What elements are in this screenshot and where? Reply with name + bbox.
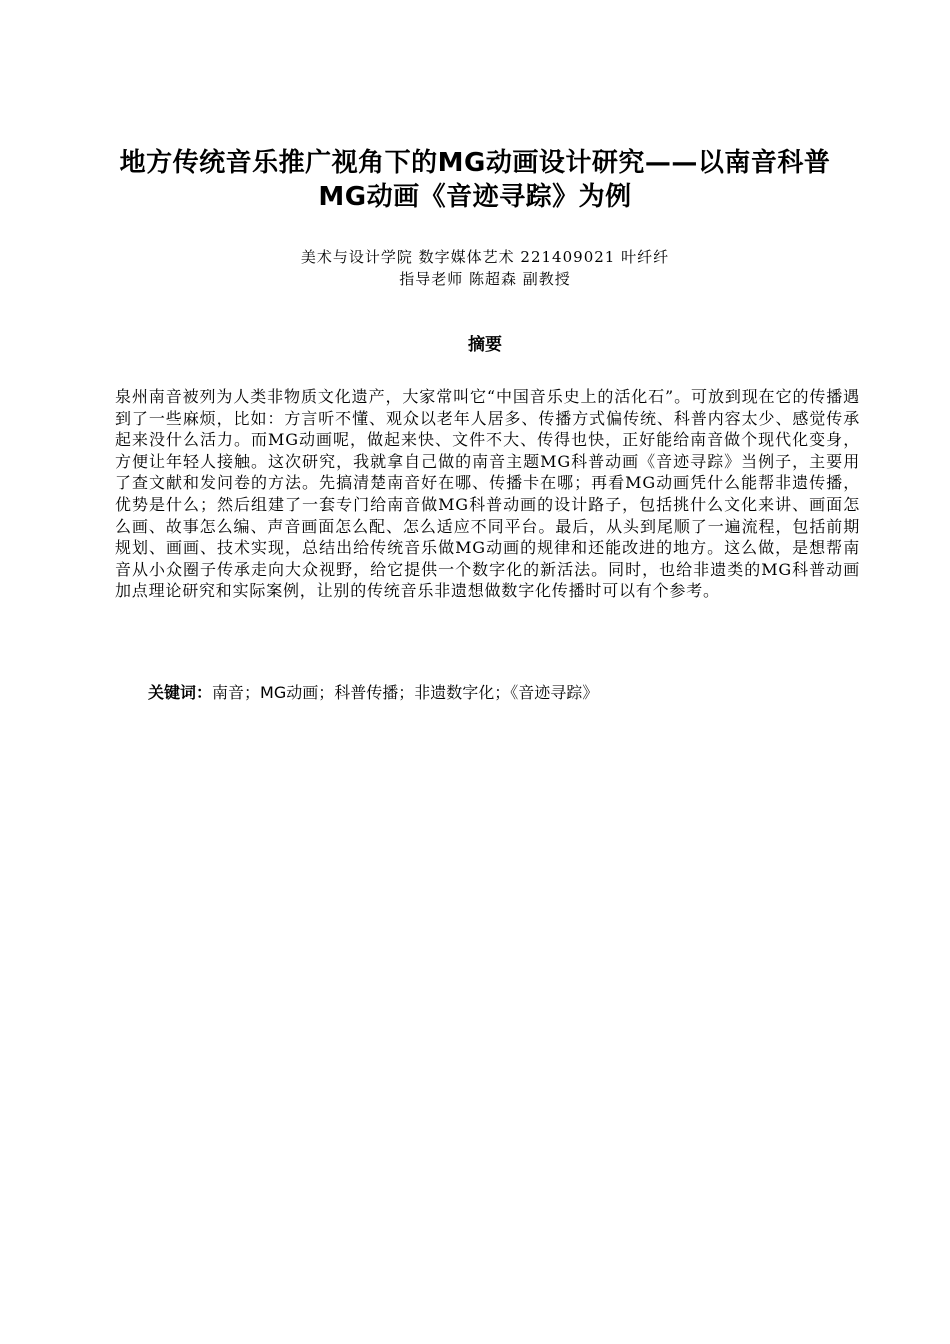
keywords-label: 关键词： xyxy=(148,683,213,702)
advisor-line: 指导老师 陈超森 副教授 xyxy=(399,270,571,288)
keywords-text: 南音；MG动画；科普传播；非遗数字化；《音迹寻踪》 xyxy=(212,683,599,702)
abstract-body: 泉州南音被列为人类非物质文化遗产，大家常叫它“中国音乐史上的活化石”。可放到现在它的传播遇到了一些麻烦，比如：方言听不懂、观众以老年人居多、传播方式偏传统、科普内容太少、感觉传承起来没什么活力。而MG动画呢，做起来快、文件不大、传得也快，正好能给南音做个现代化变身，方便让年轻人接触。这次研究，我就拿自己做的南音主题MG科普动画《音迹寻踪》当例子，主要用了查文献和发问卷的方法。先搞清楚南音好在哪、传播卡在哪；再看MG动画凭什么能帮非遗传播，优势是什么；然后组建了一套专门给南音做MG科普动画的设计路子，包括挑什么文化来讲、画面怎么画、故事怎么编、声音画面怎么配、怎么适应不同平台。最后，从头到尾顺了一遍流程，包括前期规划、画画、技术实现，总结出给传统音乐做MG动画的规律和还能改进的地方。这么做，是想帮南音从小众圈子传承走向大众视野，给它提供一个数字化的新活法。同时，也给非遗类的MG科普动画加点理论研究和实际案例，让别的传统音乐非遗想做数字化传播时可以有个参考。 xyxy=(115,387,860,601)
author-block xyxy=(100,246,870,290)
keywords-line xyxy=(148,682,868,704)
paper-title: 地方传统音乐推广视角下的MG动画设计研究——以南音科普MG动画《音迹寻踪》为例 xyxy=(119,148,831,212)
abstract-heading: 摘要 xyxy=(468,335,502,355)
author-line: 美术与设计学院 数字媒体艺术 221409021 叶纤纤 xyxy=(300,248,670,266)
